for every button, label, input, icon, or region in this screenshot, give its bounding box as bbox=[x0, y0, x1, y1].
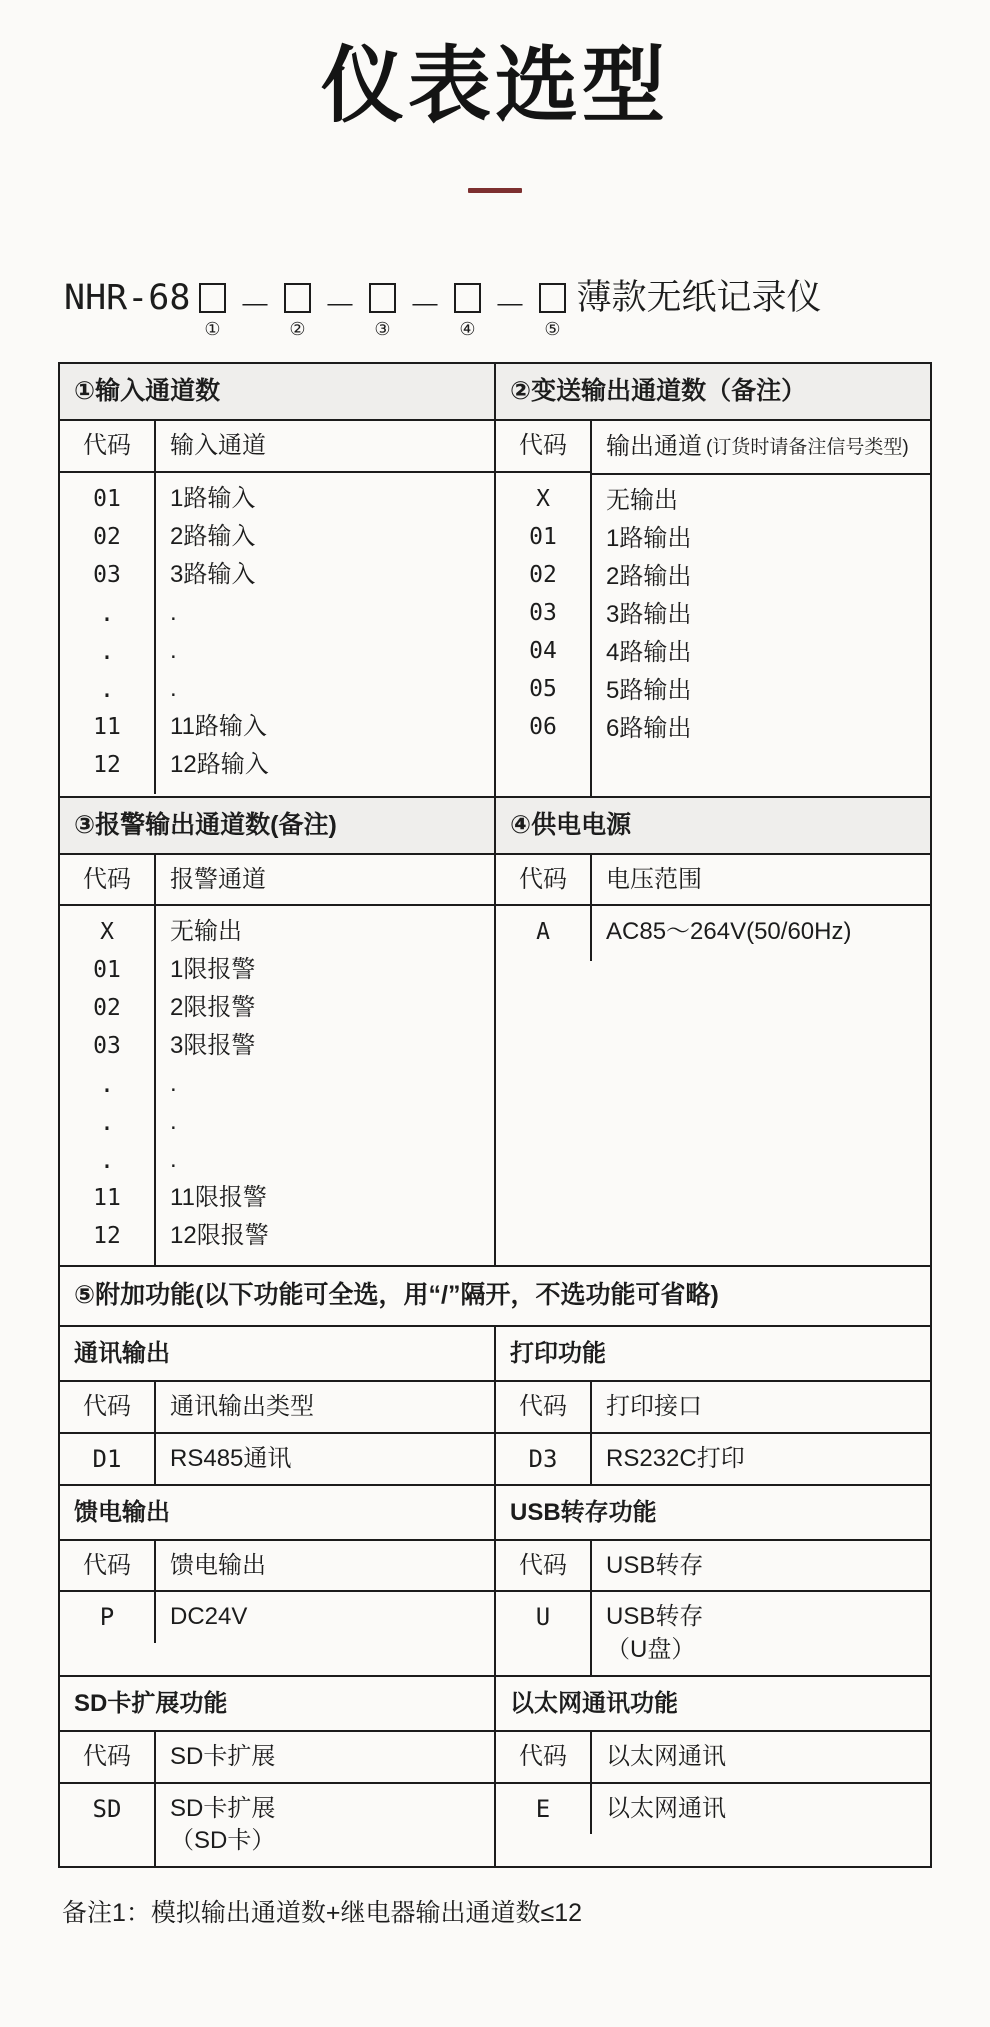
list-item: . bbox=[170, 1146, 177, 1174]
section1-code-list bbox=[60, 473, 154, 794]
group-title-cell-sd bbox=[59, 1676, 495, 1731]
group-ethernet-code-col bbox=[496, 1784, 592, 1834]
section4-code-list bbox=[496, 906, 590, 961]
group-title-cell-usb bbox=[495, 1485, 931, 1540]
group-usb-value-columns bbox=[496, 1592, 930, 1675]
group-title-comm: 通讯输出 bbox=[74, 1340, 170, 1368]
list-item: 6路输出 bbox=[606, 714, 692, 742]
section4-desc-header: 电压范围 bbox=[592, 855, 930, 906]
model-code-line bbox=[58, 275, 932, 338]
section2-desc-header-label: 输出通道 bbox=[606, 433, 702, 461]
section2-heading: ②变送输出通道数（备注） bbox=[496, 364, 930, 420]
group-power-desc-header-col bbox=[156, 1541, 494, 1590]
group-usb-desc: USB转存 bbox=[606, 1603, 704, 1631]
group-ethernet-header-columns bbox=[496, 1732, 930, 1781]
slot-box-icon bbox=[284, 283, 311, 313]
list-item: 05 bbox=[529, 675, 557, 702]
section5-group-header-row-3 bbox=[59, 1731, 931, 1782]
group-title-cell-ethernet bbox=[495, 1676, 931, 1731]
list-item: 01 bbox=[529, 523, 557, 550]
section5-group-value-row-2 bbox=[59, 1591, 931, 1676]
group-ethernet-desc-header: 以太网通讯 bbox=[606, 1743, 726, 1771]
group-usb-code: U bbox=[535, 1603, 551, 1632]
group-ethernet-code-header: 代码 bbox=[519, 1743, 567, 1771]
group-title-sd: SD卡扩展功能 bbox=[74, 1690, 228, 1718]
model-separator-3: － bbox=[408, 286, 442, 326]
group-sd-code-col bbox=[60, 1784, 156, 1867]
list-item: 11 bbox=[93, 1185, 121, 1212]
slot-index-3: ③ bbox=[374, 318, 391, 339]
section1-desc-column bbox=[156, 421, 494, 793]
group-value-cell-comm bbox=[59, 1433, 495, 1485]
group-comm-value-columns bbox=[60, 1434, 494, 1484]
group-sd-code-header: 代码 bbox=[83, 1743, 131, 1771]
group-usb-code-header-col bbox=[496, 1541, 592, 1590]
list-item: 01 bbox=[93, 957, 121, 984]
group-usb-code-header: 代码 bbox=[519, 1552, 567, 1580]
group-print-code-col bbox=[496, 1434, 592, 1484]
group-power-code-col bbox=[60, 1592, 156, 1642]
list-item: 1路输出 bbox=[606, 524, 692, 552]
model-slot-4[interactable] bbox=[445, 275, 489, 338]
section4-heading-cell bbox=[495, 797, 931, 855]
group-ethernet-code: E bbox=[535, 1794, 551, 1823]
group-power-header-columns bbox=[60, 1541, 494, 1590]
section1-heading: ①输入通道数 bbox=[60, 364, 494, 420]
model-slot-1[interactable] bbox=[190, 275, 234, 338]
section4-heading: ④供电电源 bbox=[496, 798, 930, 854]
group-power-desc: DC24V bbox=[170, 1603, 248, 1631]
group-header-cell-power bbox=[59, 1540, 495, 1591]
list-item: . bbox=[170, 598, 177, 626]
group-power-code-header-col bbox=[60, 1541, 156, 1590]
list-item: . bbox=[99, 1070, 115, 1099]
section-body-row-1 bbox=[59, 420, 931, 796]
group-comm-code-header-col bbox=[60, 1382, 156, 1431]
group-comm-desc: RS485通讯 bbox=[170, 1444, 292, 1472]
group-usb-desc-wrap bbox=[592, 1592, 930, 1675]
model-prefix: NHR-68 bbox=[64, 277, 191, 318]
list-item: 12限报警 bbox=[170, 1222, 269, 1250]
group-power-desc-header: 馈电输出 bbox=[170, 1552, 266, 1580]
model-slot-3[interactable] bbox=[360, 275, 404, 338]
section3-heading-cell bbox=[59, 797, 495, 855]
group-sd-desc-wrap bbox=[156, 1784, 494, 1867]
group-comm-desc-header-col bbox=[156, 1382, 494, 1431]
group-ethernet-desc: 以太网通讯 bbox=[606, 1794, 726, 1822]
section2-heading-cell bbox=[495, 363, 931, 421]
list-item-spacer bbox=[496, 746, 590, 784]
list-item: 无输出 bbox=[606, 486, 678, 514]
group-sd-desc: SD卡扩展 bbox=[170, 1794, 276, 1822]
group-ethernet-code-header-col bbox=[496, 1732, 592, 1781]
selection-table bbox=[58, 362, 932, 1869]
group-value-cell-sd bbox=[59, 1783, 495, 1868]
section4-columns bbox=[496, 855, 930, 961]
list-item: 2路输入 bbox=[170, 522, 256, 550]
list-item: 1路输入 bbox=[170, 484, 256, 512]
section4-code-column bbox=[496, 855, 592, 961]
group-sd-desc-header: SD卡扩展 bbox=[170, 1743, 276, 1771]
list-item: . bbox=[170, 1108, 177, 1136]
group-value-cell-usb bbox=[495, 1591, 931, 1676]
model-slot-5[interactable] bbox=[530, 275, 574, 338]
group-print-code-header-col bbox=[496, 1382, 592, 1431]
group-sd-code-header-col bbox=[60, 1732, 156, 1781]
list-item: . bbox=[99, 674, 115, 703]
group-sd-header-columns bbox=[60, 1732, 494, 1781]
group-title-cell-print bbox=[495, 1326, 931, 1381]
group-print-desc-header: 打印接口 bbox=[606, 1393, 702, 1421]
slot-box-icon bbox=[539, 283, 566, 313]
slot-index-2: ② bbox=[289, 318, 306, 339]
list-item-spacer bbox=[606, 748, 930, 786]
section3-body-cell bbox=[59, 854, 495, 1266]
list-item: 2限报警 bbox=[170, 994, 256, 1022]
list-item: 02 bbox=[529, 561, 557, 588]
section2-desc-column bbox=[592, 421, 930, 795]
section2-desc-header-note: (订货时请备注信号类型) bbox=[706, 436, 909, 458]
list-item: A bbox=[536, 919, 550, 946]
model-suffix: 薄款无纸记录仪 bbox=[576, 277, 822, 317]
list-item: . bbox=[170, 636, 177, 664]
slot-index-4: ④ bbox=[459, 318, 476, 339]
group-usb-desc-header-col bbox=[592, 1541, 930, 1590]
list-item: 11 bbox=[93, 713, 121, 740]
group-ethernet-desc-header-col bbox=[592, 1732, 930, 1781]
footnote: 备注1：模拟输出通道数+继电器输出通道数≤12 bbox=[62, 1899, 583, 1928]
group-usb-desc-header: USB转存 bbox=[606, 1552, 704, 1580]
group-comm-code-col bbox=[60, 1434, 156, 1484]
group-title-print: 打印功能 bbox=[510, 1340, 606, 1368]
section-body-row-2 bbox=[59, 854, 931, 1266]
list-item: 1限报警 bbox=[170, 956, 256, 984]
list-item: 3路输入 bbox=[170, 560, 256, 588]
section3-desc-list bbox=[156, 906, 494, 1265]
list-item: 02 bbox=[93, 523, 121, 550]
group-power-desc-wrap bbox=[156, 1592, 494, 1642]
slot-index-1: ① bbox=[204, 318, 221, 339]
group-value-cell-ethernet bbox=[495, 1783, 931, 1868]
section5-heading-row bbox=[59, 1266, 931, 1326]
group-comm-desc-col bbox=[156, 1434, 494, 1484]
list-item: . bbox=[99, 598, 115, 627]
section-heading-row-2 bbox=[59, 797, 931, 855]
group-print-code-header: 代码 bbox=[519, 1393, 567, 1421]
group-power-code-header: 代码 bbox=[83, 1552, 131, 1580]
section3-heading: ③报警输出通道数(备注) bbox=[60, 798, 494, 854]
list-item: 11限报警 bbox=[170, 1184, 267, 1212]
model-slot-2[interactable] bbox=[275, 275, 319, 338]
group-title-cell-power bbox=[59, 1485, 495, 1540]
group-comm-code: D1 bbox=[92, 1444, 122, 1473]
group-print-code: D3 bbox=[528, 1444, 558, 1473]
slot-box-icon bbox=[454, 283, 481, 313]
group-ethernet-desc-col bbox=[592, 1784, 930, 1834]
list-item: 03 bbox=[529, 599, 557, 626]
group-title-cell-comm bbox=[59, 1326, 495, 1381]
list-item: 无输出 bbox=[170, 918, 242, 946]
list-item: . bbox=[99, 1108, 115, 1137]
group-ethernet-value-columns bbox=[496, 1784, 930, 1834]
group-sd-desc-header-col bbox=[156, 1732, 494, 1781]
slot-index-5: ⑤ bbox=[544, 318, 561, 339]
group-comm-header-columns bbox=[60, 1382, 494, 1431]
group-title-usb: USB转存功能 bbox=[510, 1498, 657, 1526]
list-item: . bbox=[170, 674, 177, 702]
list-item: . bbox=[170, 1070, 177, 1098]
list-item: . bbox=[99, 636, 115, 665]
group-print-value-columns bbox=[496, 1434, 930, 1484]
group-comm-code-header: 代码 bbox=[83, 1393, 131, 1421]
section1-code-header: 代码 bbox=[60, 421, 154, 472]
list-item: 06 bbox=[529, 713, 557, 740]
group-print-desc-col bbox=[592, 1434, 930, 1484]
group-print-header-columns bbox=[496, 1382, 930, 1431]
section2-desc-header bbox=[592, 421, 930, 474]
group-title-power: 馈电输出 bbox=[74, 1498, 170, 1526]
list-item: 03 bbox=[93, 561, 121, 588]
group-power-code: P bbox=[99, 1603, 115, 1632]
model-separator-1: － bbox=[238, 286, 272, 326]
list-item: X bbox=[536, 485, 550, 512]
section5-group-title-row-3 bbox=[59, 1676, 931, 1731]
group-power-value-columns bbox=[60, 1592, 494, 1642]
section4-body-cell bbox=[495, 854, 931, 1266]
group-header-cell-usb bbox=[495, 1540, 931, 1591]
section5-group-title-row-1 bbox=[59, 1326, 931, 1381]
model-separator-2: － bbox=[323, 286, 357, 326]
section3-code-list bbox=[60, 906, 154, 1265]
group-usb-code-col bbox=[496, 1592, 592, 1675]
section1-body-cell bbox=[59, 420, 495, 796]
group-usb-desc-col bbox=[592, 1592, 930, 1675]
group-title-ethernet: 以太网通讯功能 bbox=[510, 1690, 678, 1718]
list-item: X bbox=[100, 919, 114, 946]
section5-heading: ⑤附加功能(以下功能可全选，用“/”隔开，不选功能可省略) bbox=[74, 1281, 719, 1310]
list-item: 4路输出 bbox=[606, 638, 692, 666]
title-divider bbox=[468, 188, 522, 193]
section2-code-column bbox=[496, 421, 592, 795]
model-separator-4: － bbox=[493, 286, 527, 326]
model-slot-sequence bbox=[190, 275, 574, 338]
group-header-cell-comm bbox=[59, 1381, 495, 1432]
list-item: 2路输出 bbox=[606, 562, 692, 590]
section3-code-column bbox=[60, 855, 156, 1265]
list-item: 12路输入 bbox=[170, 750, 269, 778]
group-usb-header-columns bbox=[496, 1541, 930, 1590]
section1-heading-cell bbox=[59, 363, 495, 421]
group-comm-desc-header: 通讯输出类型 bbox=[170, 1393, 314, 1421]
section5-group-header-row-1 bbox=[59, 1381, 931, 1432]
list-item: 3路输出 bbox=[606, 600, 692, 628]
section4-desc-list bbox=[592, 906, 930, 961]
list-item: 12 bbox=[93, 751, 121, 778]
list-item: 11路输入 bbox=[170, 712, 267, 740]
group-value-cell-power bbox=[59, 1591, 495, 1676]
list-item: 12 bbox=[93, 1223, 121, 1250]
list-item: 3限报警 bbox=[170, 1032, 256, 1060]
section3-desc-column bbox=[156, 855, 494, 1265]
list-item: 03 bbox=[93, 1033, 121, 1060]
section2-code-header: 代码 bbox=[496, 421, 590, 472]
section5-group-value-row-1 bbox=[59, 1433, 931, 1485]
group-sd-desc-sub: （SD卡） bbox=[170, 1826, 276, 1854]
slot-box-icon bbox=[199, 283, 226, 313]
section5-group-header-row-2 bbox=[59, 1540, 931, 1591]
section-heading-row-1 bbox=[59, 363, 931, 421]
section1-columns bbox=[60, 421, 494, 793]
section3-columns bbox=[60, 855, 494, 1265]
page-title: 仪表选型 bbox=[321, 39, 669, 132]
section1-desc-header: 输入通道 bbox=[156, 421, 494, 472]
list-item: . bbox=[99, 1146, 115, 1175]
group-sd-value-columns bbox=[60, 1784, 494, 1867]
section2-code-list bbox=[496, 473, 590, 794]
group-header-cell-print bbox=[495, 1381, 931, 1432]
section5-heading-cell bbox=[59, 1266, 931, 1326]
section3-code-header: 代码 bbox=[60, 855, 154, 906]
group-value-cell-print bbox=[495, 1433, 931, 1485]
section4-desc-column bbox=[592, 855, 930, 961]
group-usb-desc-sub: （U盘） bbox=[606, 1635, 696, 1663]
group-power-desc-col bbox=[156, 1592, 494, 1642]
section1-code-column bbox=[60, 421, 156, 793]
group-header-cell-sd bbox=[59, 1731, 495, 1782]
group-print-desc: RS232C打印 bbox=[606, 1444, 745, 1472]
slot-box-icon bbox=[369, 283, 396, 313]
list-item: 02 bbox=[93, 995, 121, 1022]
section3-desc-header: 报警通道 bbox=[156, 855, 494, 906]
group-sd-desc-col bbox=[156, 1784, 494, 1867]
section2-desc-list bbox=[592, 475, 930, 796]
section5-group-title-row-2 bbox=[59, 1485, 931, 1540]
list-item: 01 bbox=[93, 485, 121, 512]
group-print-desc-header-col bbox=[592, 1382, 930, 1431]
section4-code-header: 代码 bbox=[496, 855, 590, 906]
section1-desc-list bbox=[156, 473, 494, 794]
list-item: 5路输出 bbox=[606, 676, 692, 704]
group-header-cell-ethernet bbox=[495, 1731, 931, 1782]
section2-columns bbox=[496, 421, 930, 795]
list-item: 04 bbox=[529, 637, 557, 664]
group-sd-code: SD bbox=[92, 1794, 122, 1823]
section2-body-cell bbox=[495, 420, 931, 796]
section5-group-value-row-3 bbox=[59, 1783, 931, 1868]
list-item: AC85～264V(50/60Hz) bbox=[606, 918, 852, 946]
